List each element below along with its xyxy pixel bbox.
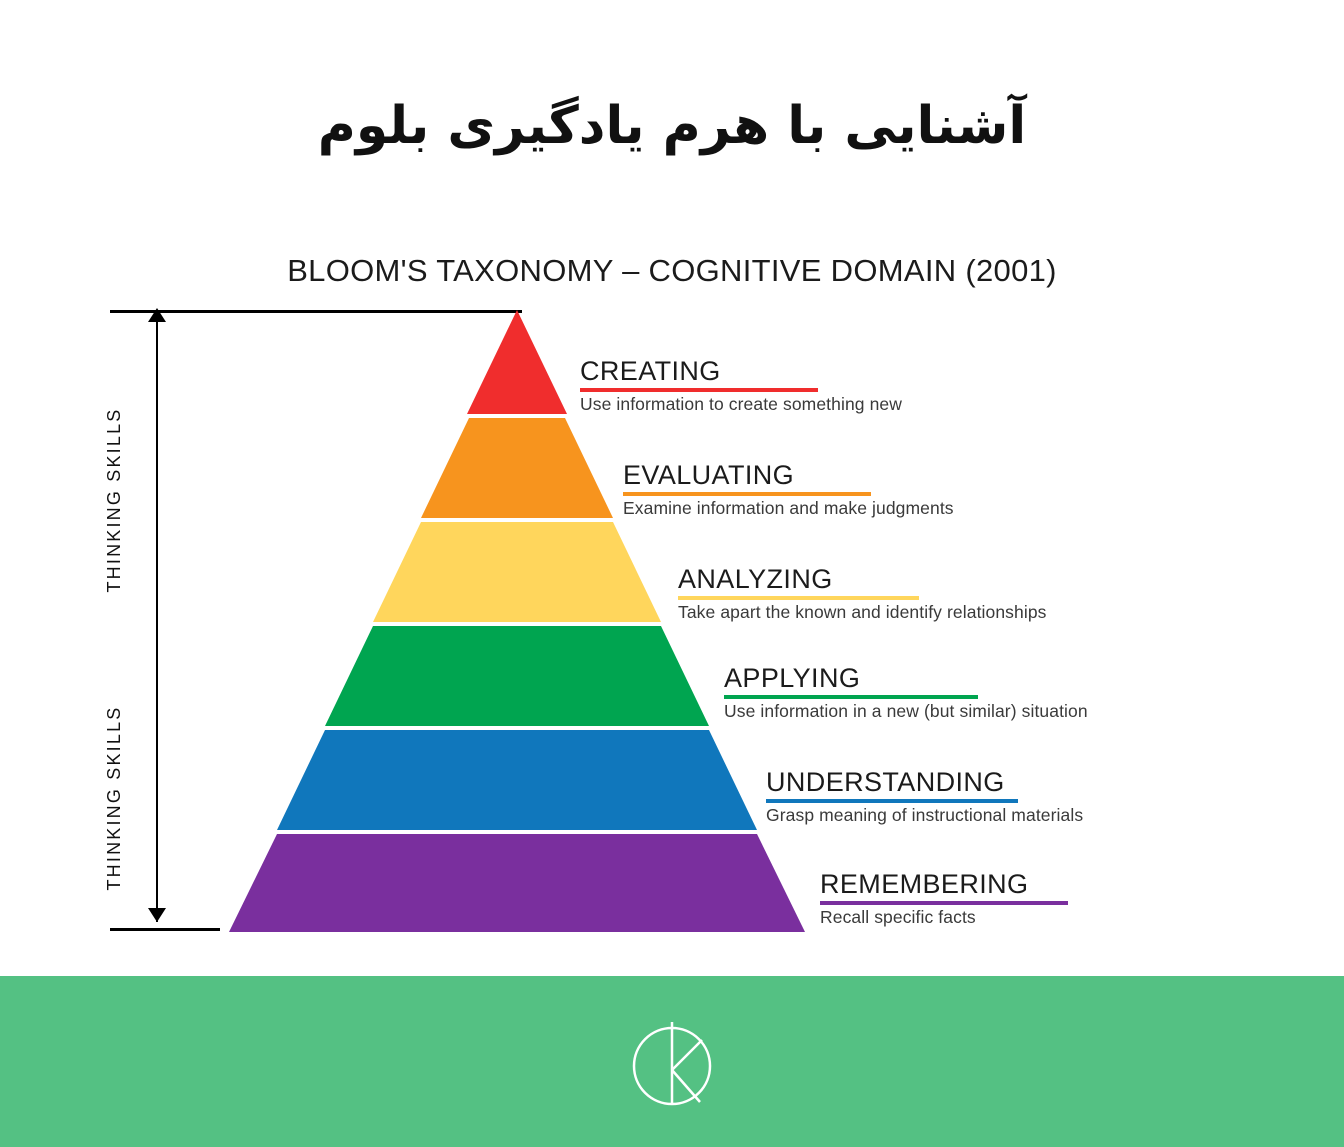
tier-label-creating: [580, 357, 902, 415]
tier-label-remembering: [820, 870, 1068, 928]
tier-name-understanding: UNDERSTANDING: [766, 767, 1005, 797]
tier-underline-applying: [724, 695, 978, 699]
axis-line: [156, 316, 158, 922]
page-title: آشنایی با هرم یادگیری بلوم: [317, 96, 1027, 156]
tier-desc-applying: Use information in a new (but similar) situation: [724, 701, 1088, 722]
axis-label-lower-order: THINKING SKILLS: [104, 705, 124, 891]
axis-rule-bottom: [110, 928, 220, 931]
circle-monogram-logo: [626, 1016, 718, 1108]
blooms-taxonomy-diagram: [0, 300, 1344, 950]
arrow-up-icon: [148, 308, 166, 322]
tier-label-evaluating: [623, 461, 954, 519]
tier-name-analyzing: ANALYZING: [678, 564, 833, 594]
arrow-down-icon: [148, 908, 166, 922]
tier-desc-analyzing: Take apart the known and identify relationships: [678, 602, 1047, 623]
tier-underline-evaluating: [623, 492, 871, 496]
pyramid-tier-remembering: [222, 834, 812, 932]
footer-bar: [0, 976, 1344, 1147]
tier-shape-remembering: [222, 834, 812, 932]
tier-desc-evaluating: Examine information and make judgments: [623, 498, 954, 519]
tier-underline-creating: [580, 388, 818, 392]
tier-name-creating: CREATING: [580, 356, 721, 386]
tier-label-applying: [724, 664, 1088, 722]
tier-label-analyzing: [678, 565, 1047, 623]
tier-underline-analyzing: [678, 596, 919, 600]
tier-name-applying: APPLYING: [724, 663, 861, 693]
axis-label-higher-order: THINKING SKILLS: [104, 407, 124, 593]
tier-underline-understanding: [766, 799, 1018, 803]
tier-desc-understanding: Grasp meaning of instructional materials: [766, 805, 1084, 826]
tier-shape-understanding: [222, 730, 812, 830]
diagram-title: BLOOM'S TAXONOMY – COGNITIVE DOMAIN (2001): [287, 253, 1057, 288]
tier-desc-remembering: Recall specific facts: [820, 907, 976, 928]
pyramid-tier-understanding: [222, 730, 812, 830]
tier-desc-creating: Use information to create something new: [580, 394, 902, 415]
tier-name-remembering: REMEMBERING: [820, 869, 1029, 899]
tier-underline-remembering: [820, 901, 1068, 905]
tier-name-evaluating: EVALUATING: [623, 460, 795, 490]
tier-label-understanding: [766, 768, 1083, 826]
